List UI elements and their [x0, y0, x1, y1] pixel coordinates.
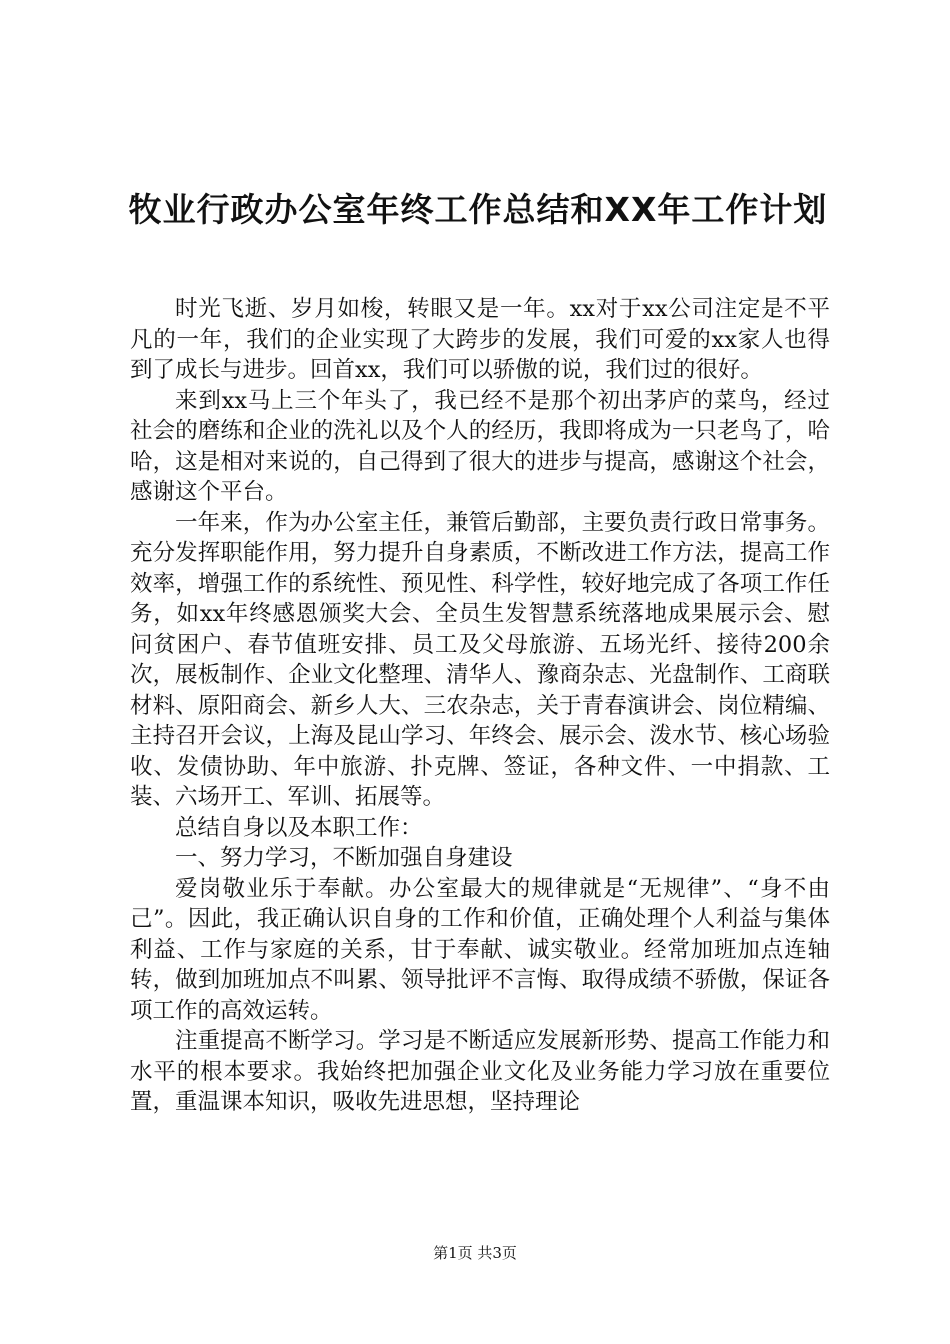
paragraph: 爱岗敬业乐于奉献。办公室最大的规律就是“无规律”、“身不由己”。因此，我正确认识自身的工作和价值，正确处理个人利益与集体利益、工作与家庭的关系，甘于奉献、诚实敬业。经常加班加点连轴转，做到加班加点不叫累、领导批评不言悔、取得成绩不骄傲，保证各项工作的高效运转。 — [130, 875, 830, 1024]
paragraph: 一年来，作为办公室主任，兼管后勤部，主要负责行政日常事务。充分发挥职能作用，努力提升自身素质，不断改进工作方法，提高工作效率，增强工作的系统性、预见性、科学性，较好地完成了各项工作任务，如xx年终感恩颁奖大会、全员生发智慧系统落地成果展示会、慰问贫困户、春节值班安排、员工及父母旅游、五场光纤、接待200余次，展板制作、企业文化整理、清华人、豫商杂志、光盘制作、工商联材料、原阳商会、新乡人大、三农杂志，关于青春演讲会、岗位精编、主持召开会议，上海及昆山学习、年终会、展示会、泼水节、核心场验收、发债协助、年中旅游、扑克牌、签证，各种文件、一中捐款、工装、六场开工、军训、拓展等。 — [130, 509, 830, 810]
paragraph: 注重提高不断学习。学习是不断适应发展新形势、提高工作能力和水平的根本要求。我始终把加强企业文化及业务能力学习放在重要位置，重温课本知识，吸收先进思想，坚持理论 — [130, 1028, 830, 1115]
section-heading: 一、努力学习，不断加强自身建设 — [175, 845, 513, 871]
document-body — [130, 294, 830, 1118]
document-title: 牧业行政办公室年终工作总结和XX年工作计划 — [128, 190, 828, 229]
page-number: 第1页 共3页 — [433, 1244, 517, 1262]
paragraph: 时光飞逝、岁月如梭，转眼又是一年。xx对于xx公司注定是不平凡的一年，我们的企业实现了大跨步的发展，我们可爱的xx家人也得到了成长与进步。回首xx，我们可以骄傲的说，我们过的很好。 — [130, 296, 830, 383]
paragraph: 来到xx马上三个年头了，我已经不是那个初出茅庐的菜鸟，经过社会的磨练和企业的洗礼以及个人的经历，我即将成为一只老鸟了，哈哈，这是相对来说的，自己得到了很大的进步与提高，感谢这个社会，感谢这个平台。 — [130, 387, 830, 505]
paragraph: 总结自身以及本职工作： — [175, 814, 423, 841]
